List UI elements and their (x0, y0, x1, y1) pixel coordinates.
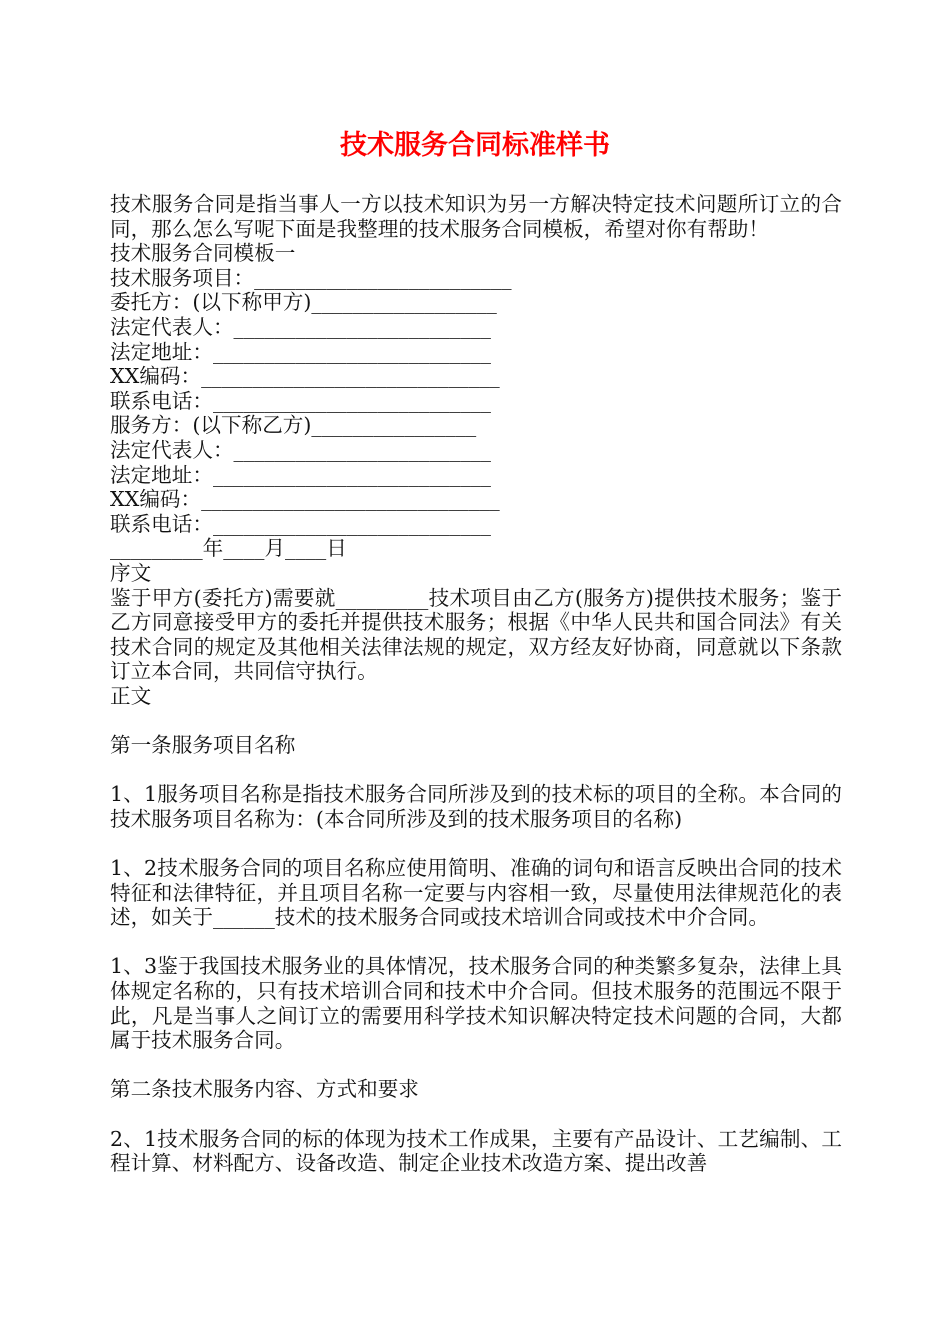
field-provider: 服务方：(以下称乙方)________________ (110, 413, 477, 438)
clause-2-1: 2、1技术服务合同的标的体现为技术工作成果，主要有产品设计、工艺编制、工程计算、材料配方、设备改造、制定企业技术改造方案、提出改善 (110, 1126, 842, 1176)
field-client: 委托方：(以下称甲方)__________________ (110, 290, 497, 315)
field-client-phone: 联系电话：___________________________ (110, 388, 491, 413)
article-2-heading: 第二条技术服务内容、方式和要求 (110, 1077, 419, 1102)
spacer (110, 1102, 842, 1127)
clause-1-2: 1、2技术服务合同的项目名称应使用简明、准确的词句和语言反映出合同的技术特征和法律特征，并且项目名称一定要与内容相一致，尽量使用法律规范化的表述，如关于______技术的技术服务合同或技术培训合同或技术中介合同。 (110, 856, 842, 930)
spacer (110, 708, 842, 733)
field-client-postcode: XX编码：_____________________________ (110, 364, 500, 389)
field-client-legal-rep: 法定代表人：_________________________ (110, 314, 491, 339)
spacer (110, 1053, 842, 1078)
clause-1-1: 1、1服务项目名称是指技术服务合同所涉及到的技术标的项目的全称。本合同的技术服务项目名称为：(本合同所涉及到的技术服务项目的名称) (110, 782, 842, 831)
intro-paragraph: 技术服务合同是指当事人一方以技术知识为另一方解决特定技术问题所订立的合同，那么怎么写呢下面是我整理的技术服务合同模板，希望对你有帮助！ (110, 192, 842, 241)
main-heading: 正文 (110, 683, 152, 708)
preface-paragraph: 鉴于甲方(委托方)需要就_________技术项目由乙方(服务方)提供技术服务；鉴于乙方同意接受甲方的委托并提供技术服务；根据《中华人民共和国合同法》有关技术合同的规定及其他相关法律法规的规定，双方经友好协商，同意就以下条款订立本合同，共同信守执行。 (110, 585, 842, 684)
field-provider-address: 法定地址：___________________________ (110, 462, 491, 487)
template-heading: 技术服务合同模板一 (110, 241, 296, 266)
spacer (110, 758, 842, 783)
field-client-address: 法定地址：___________________________ (110, 339, 491, 364)
field-provider-legal-rep: 法定代表人：_________________________ (110, 437, 491, 462)
field-service-project: 技术服务项目：_________________________ (110, 265, 512, 290)
field-provider-phone: 联系电话：___________________________ (110, 511, 491, 536)
document-title: 技术服务合同标准样书 (340, 130, 610, 161)
field-date: _________年____月____日 (110, 536, 347, 561)
field-provider-postcode: XX编码：_____________________________ (110, 487, 500, 512)
spacer (110, 930, 842, 955)
clause-1-3: 1、3鉴于我国技术服务业的具体情况，技术服务合同的种类繁多复杂，法律上具体规定名称的，只有技术培训合同和技术中介合同。但技术服务的范围远不限于此，凡是当事人之间订立的需要用科学技术知识解决特定技术问题的合同，大都属于技术服务合同。 (110, 954, 842, 1053)
article-1-heading: 第一条服务项目名称 (110, 733, 296, 758)
preface-heading: 序文 (110, 560, 152, 585)
spacer (110, 831, 842, 856)
document-body (110, 192, 842, 1176)
